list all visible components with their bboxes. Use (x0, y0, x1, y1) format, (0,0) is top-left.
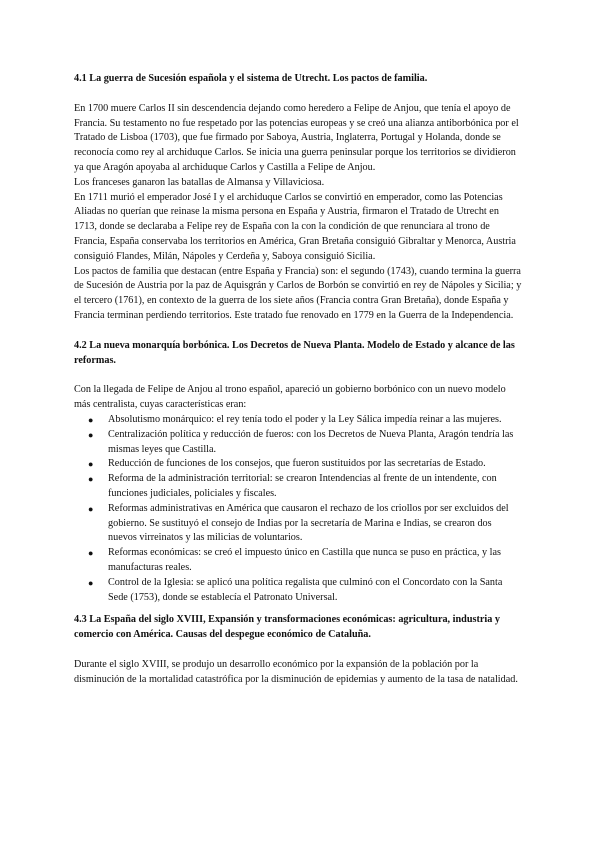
list-item (74, 413, 522, 428)
list-item-text: Control de la Iglesia: se aplicó una política regalista que culminó con el Concordato con la Santa Sede (1753), donde se establecía el Patronato Universal. (108, 576, 503, 603)
bullet-icon: ● (88, 577, 94, 588)
paragraph: Con la llegada de Felipe de Anjou al trono español, apareció un gobierno borbónico con un nuevo modelo más centralista, cuyas características eran: (74, 384, 506, 411)
paragraph: Durante el siglo XVIII, se produjo un desarrollo económico por la expansión de la población por la disminución de la mortalidad catastrófica por la disminución de epidemias y aumento de la tasa de natalidad. (74, 658, 518, 685)
bullet-icon: ● (88, 414, 94, 425)
list-item (74, 428, 522, 458)
bullet-icon: ● (88, 548, 94, 559)
list-item-text: Reforma de la administración territorial: se crearon Intendencias al frente de un intendente, con funciones judiciales, policiales y fiscales. (108, 473, 497, 499)
list-item (74, 472, 522, 502)
paragraph: En 1711 murió el emperador José I y el archiduque Carlos se convirtió en emperador, como las Potencias Aliadas no querían que reinase la misma persona en España y Austria, firmaron el Tratado de Utrecht en 1713, donde se declaraba a Felipe rey de España con la con la condición de que renunciara al trono de Francia, España conservaba los territorios en América, Gran Bretaña consiguió Gibraltar y Menorca, Austria consiguió Flandes, Milán, Nápoles y Cerdeña y, Saboya consiguió Sicilia. (74, 191, 516, 262)
list-item-text: Centralización política y reducción de fueros: con los Decretos de Nueva Planta, Aragón tendría las mismas leyes que Castilla. (108, 428, 514, 455)
list-item (74, 457, 522, 472)
paragraph: Los pactos de familia que destacan (entre España y Francia) son: el segundo (1743), cuando termina la guerra de Sucesión de Austria por la paz de Aquisgrán y Carlos de Borbón se convirtió en rey de Nápoles y Sicilia; y el tercero (1761), en contexto de la guerra de los siete años (Francia contra Gran Bretaña), donde España y Francia terminan perdiendo territorios. Este tratado fue renovado en 1779 en la Guerra de la Independencia. (74, 265, 522, 321)
list-item (74, 502, 522, 546)
paragraph: En 1700 muere Carlos II sin descendencia dejando como heredero a Felipe de Anjou, que tenía el apoyo de Francia. Su testamento no fue respetado por las potencias europeas y se creó una alianza antiborbónica por el Tratado de Lisboa (1703), que fue firmado por Saboya, Austria, Inglaterra, Portugal y Holanda, donde se reconocía como rey al archiduque Carlos. Se inicia una guerra peninsular porque los territorios se dividieron ya que Aragón apoyaba al archiduque Carlos y Castilla a Felipe de Anjou. (74, 102, 519, 173)
bullet-icon: ● (88, 429, 94, 440)
list-item (74, 546, 522, 576)
bullet-icon: ● (88, 459, 94, 470)
list-item-text: Reformas económicas: se creó el impuesto único en Castilla que nunca se puso en práctica, y las manufacturas reales. (108, 547, 501, 573)
list-item-text: Reformas administrativas en América que causaron el rechazo de los criollos por ser excluidos del gobierno. Se sustituyó el consejo de Indias por la secretaría de Marina e Indias, se crearon dos nuevos virreinatos y las milicias de voluntarios. (108, 502, 509, 544)
bullet-icon: ● (88, 474, 94, 485)
list-item-text: Reducción de funciones de los consejos, que fueron sustituidos por las secretarías de Estado. (108, 458, 486, 470)
paragraph: Los franceses ganaron las batallas de Almansa y Villaviciosa. (74, 176, 325, 188)
section-heading-4-1: 4.1 La guerra de Sucesión española y el sistema de Utrecht. Los pactos de familia. (74, 73, 428, 84)
list-item (74, 576, 522, 606)
section-heading-4-3: 4.3 La España del siglo XVIII, Expansión y transformaciones económicas: agricultura, industria y comercio con América. Causas del despegue económico de Cataluña. (74, 614, 500, 641)
bullet-icon: ● (88, 503, 94, 514)
reforms-list (74, 413, 522, 605)
section-heading-4-2: 4.2 La nueva monarquía borbónica. Los Decretos de Nueva Planta. Modelo de Estado y alcance de las reformas. (74, 339, 515, 366)
list-item-text: Absolutismo monárquico: el rey tenía todo el poder y la Ley Sálica impedía reinar a las mujeres. (108, 413, 502, 425)
